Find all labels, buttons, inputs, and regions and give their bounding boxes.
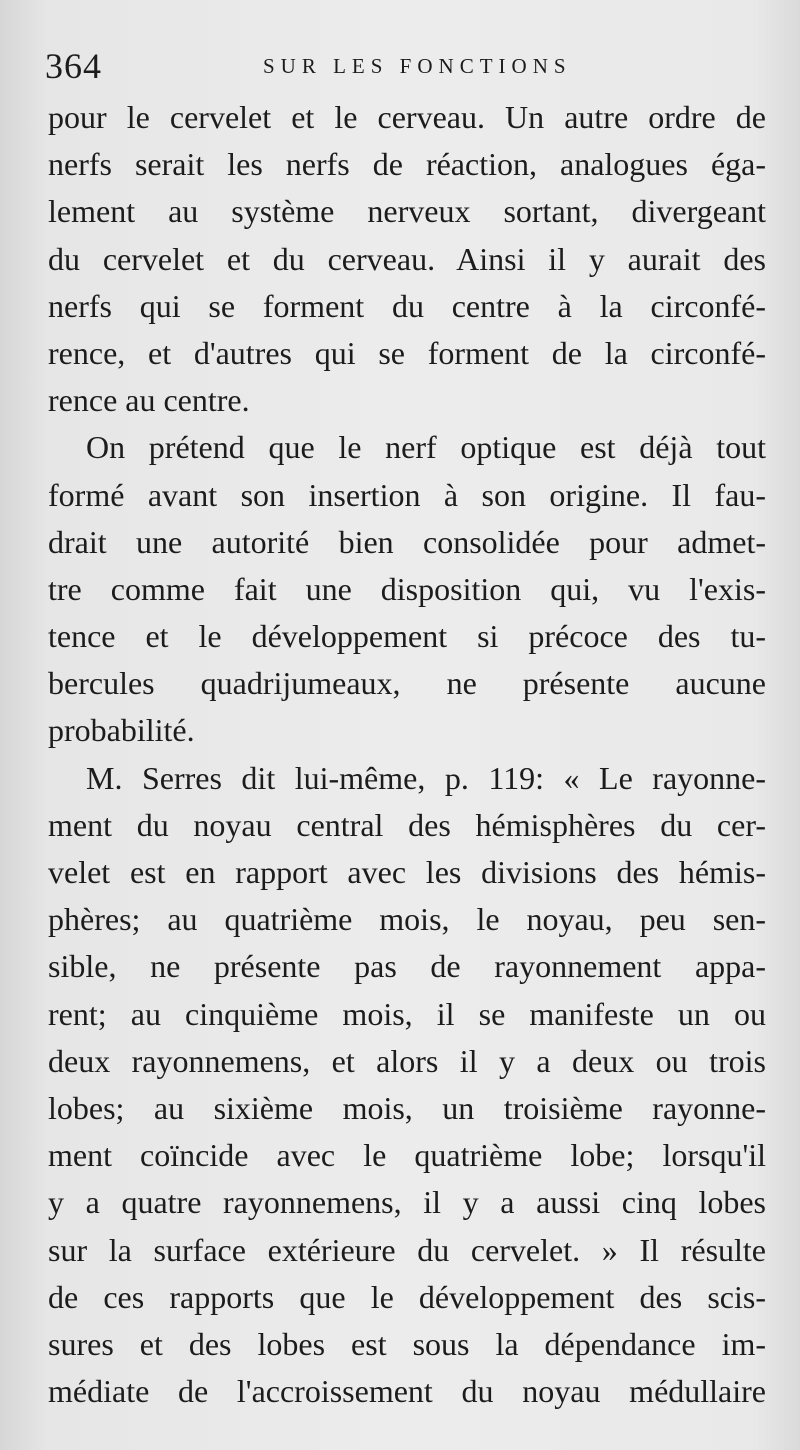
- text-line: ment du noyau central des hémisphères du cer-: [48, 806, 766, 843]
- text-line: drait une autorité bien consolidée pour admet-: [48, 523, 766, 560]
- text-line: rence au centre.: [48, 382, 250, 419]
- paragraph-first-line: M. Serres dit lui-même, p. 119: « Le rayonne-: [86, 759, 766, 796]
- text-line: ment coïncide avec le quatrième lobe; lorsqu'il: [48, 1137, 766, 1174]
- text-line: lement au système nerveux sortant, divergeant: [48, 193, 766, 230]
- text-line: rence, et d'autres qui se forment de la circonfé-: [48, 334, 766, 371]
- text-line: velet est en rapport avec les divisions des hémis-: [48, 854, 766, 890]
- text-line: sible, ne présente pas de rayonnement appa-: [48, 948, 766, 985]
- text-line: sures et des lobes est sous la dépendance im-: [48, 1325, 766, 1362]
- text-line: formé avant son insertion à son origine. Il fau-: [48, 476, 766, 513]
- running-head: SUR LES FONCTIONS: [263, 54, 572, 78]
- text-line: probabilité.: [48, 712, 195, 749]
- text-line: du cervelet et du cerveau. Ainsi il y aurait des: [48, 240, 766, 277]
- page-number: 364: [45, 46, 102, 86]
- text-line: tence et le développement si précoce des tu-: [48, 618, 766, 655]
- text-line: phères; au quatrième mois, le noyau, peu sen-: [48, 901, 766, 938]
- text-line: sur la surface extérieure du cervelet. » Il résulte: [48, 1231, 766, 1268]
- text-line: pour le cervelet et le cerveau. Un autre ordre de: [48, 99, 766, 135]
- text-line: y a quatre rayonnemens, il y a aussi cinq lobes: [48, 1184, 766, 1221]
- text-line: médiate de l'accroissement du noyau médullaire: [48, 1373, 766, 1410]
- text-line: de ces rapports que le développement des scis-: [48, 1278, 766, 1315]
- paragraph-first-line: On prétend que le nerf optique est déjà tout: [86, 429, 766, 466]
- text-line: nerfs serait les nerfs de réaction, analogues éga-: [48, 146, 766, 183]
- text-line: tre comme fait une disposition qui, vu l'exis-: [48, 570, 766, 607]
- body-text: [48, 94, 766, 1415]
- text-line: rent; au cinquième mois, il se manifeste un ou: [48, 995, 766, 1032]
- text-line: deux rayonnemens, et alors il y a deux ou trois: [48, 1042, 766, 1079]
- page-header: [45, 40, 765, 92]
- text-line: lobes; au sixième mois, un troisième rayonne-: [48, 1089, 766, 1126]
- text-line: nerfs qui se forment du centre à la circonfé-: [48, 287, 766, 324]
- text-line: bercules quadrijumeaux, ne présente aucune: [48, 665, 766, 702]
